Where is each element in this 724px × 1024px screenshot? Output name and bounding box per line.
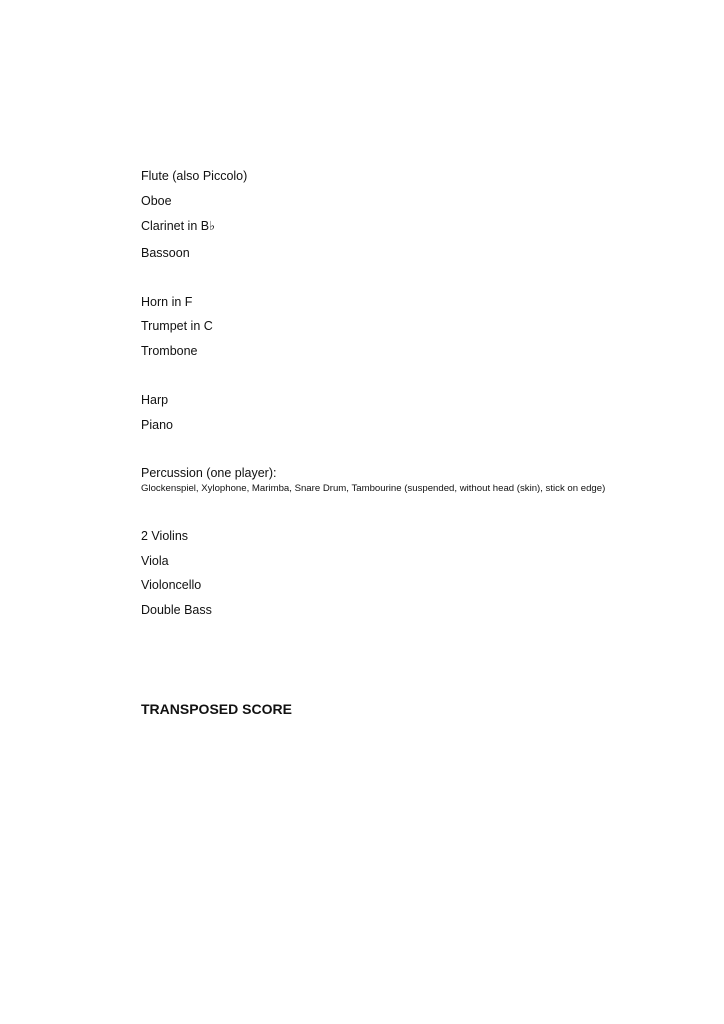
instrument-harp: Harp <box>141 393 169 407</box>
instrument-double-bass: Double Bass <box>141 603 212 617</box>
instrument-trombone: Trombone <box>141 344 198 358</box>
score-type-heading: TRANSPOSED SCORE <box>141 701 292 717</box>
percussion-detail: Glockenspiel, Xylophone, Marimba, Snare Drum, Tambourine (suspended, without head (skin), stick on edge) <box>141 483 606 494</box>
instrument-horn: Horn in F <box>141 295 193 309</box>
instrument-flute: Flute (also Piccolo) <box>141 169 248 183</box>
instrument-oboe: Oboe <box>141 194 172 208</box>
instrument-bassoon: Bassoon <box>141 246 190 260</box>
instrument-piano: Piano <box>141 418 173 432</box>
instrument-viola: Viola <box>141 554 169 568</box>
instrument-violoncello: Violoncello <box>141 578 202 592</box>
instrument-clarinet: Clarinet in B♭ <box>141 219 215 233</box>
instrument-trumpet: Trumpet in C <box>141 319 213 333</box>
percussion-heading: Percussion (one player): <box>141 466 277 480</box>
instrument-violins: 2 Violins <box>141 529 189 543</box>
